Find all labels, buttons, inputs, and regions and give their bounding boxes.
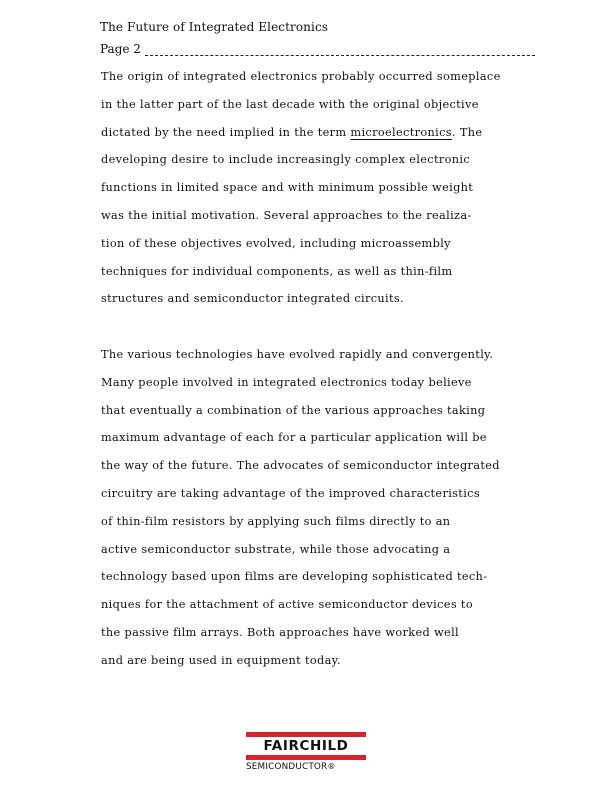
fairchild-logo	[246, 732, 370, 773]
underlined-term: microelectronics	[350, 125, 452, 139]
logo-subtitle: SEMICONDUCTOR®	[246, 762, 336, 772]
text-line: dictated by the need implied in the term microelectronics. The	[101, 125, 483, 139]
text-line: active semiconductor substrate, while those advocating a	[101, 542, 451, 556]
text-line: The origin of integrated electronics probably occurred someplace	[101, 70, 501, 83]
text-line: of thin-film resistors by applying such films directly to an	[101, 514, 451, 528]
paragraph-2	[101, 341, 500, 675]
logo-bar-top	[246, 732, 366, 737]
text-line: the way of the future. The advocates of semiconductor integrated	[101, 459, 500, 473]
text-line: The various technologies have evolved rapidly and convergently.	[101, 348, 494, 361]
header-rule	[145, 55, 535, 56]
logo-bar-bottom	[246, 755, 366, 760]
text-line: techniques for individual components, as well as thin-film	[101, 264, 453, 278]
text-line: and are being used in equipment today.	[101, 653, 341, 667]
text-line: in the latter part of the last decade with the original objective	[101, 97, 479, 111]
text-line: tion of these objectives evolved, including microassembly	[101, 236, 451, 250]
text-line: Many people involved in integrated electronics today believe	[101, 375, 472, 389]
paragraph-1	[101, 63, 501, 313]
document-title: The Future of Integrated Electronics	[100, 20, 329, 34]
text-line: that eventually a combination of the various approaches taking	[101, 403, 486, 417]
text-line: functions in limited space and with minimum possible weight	[101, 181, 474, 195]
text-line: was the initial motivation. Several approaches to the realiza-	[101, 208, 472, 222]
text-line: circuitry are taking advantage of the improved characteristics	[101, 486, 480, 500]
text-line: structures and semiconductor integrated circuits.	[101, 292, 405, 306]
text-line: technology based upon films are developing sophisticated tech-	[101, 570, 488, 584]
text-line: the passive film arrays. Both approaches have worked well	[101, 625, 460, 639]
page-number: Page 2	[100, 42, 141, 56]
text-line: niques for the attachment of active semiconductor devices to	[101, 598, 473, 612]
registered-mark: ®	[327, 762, 336, 771]
text-line: maximum advantage of each for a particular application will be	[101, 431, 487, 445]
text-line: developing desire to include increasingly complex electronic	[101, 153, 471, 167]
logo-wordmark: FAIRCHILD	[263, 738, 349, 754]
